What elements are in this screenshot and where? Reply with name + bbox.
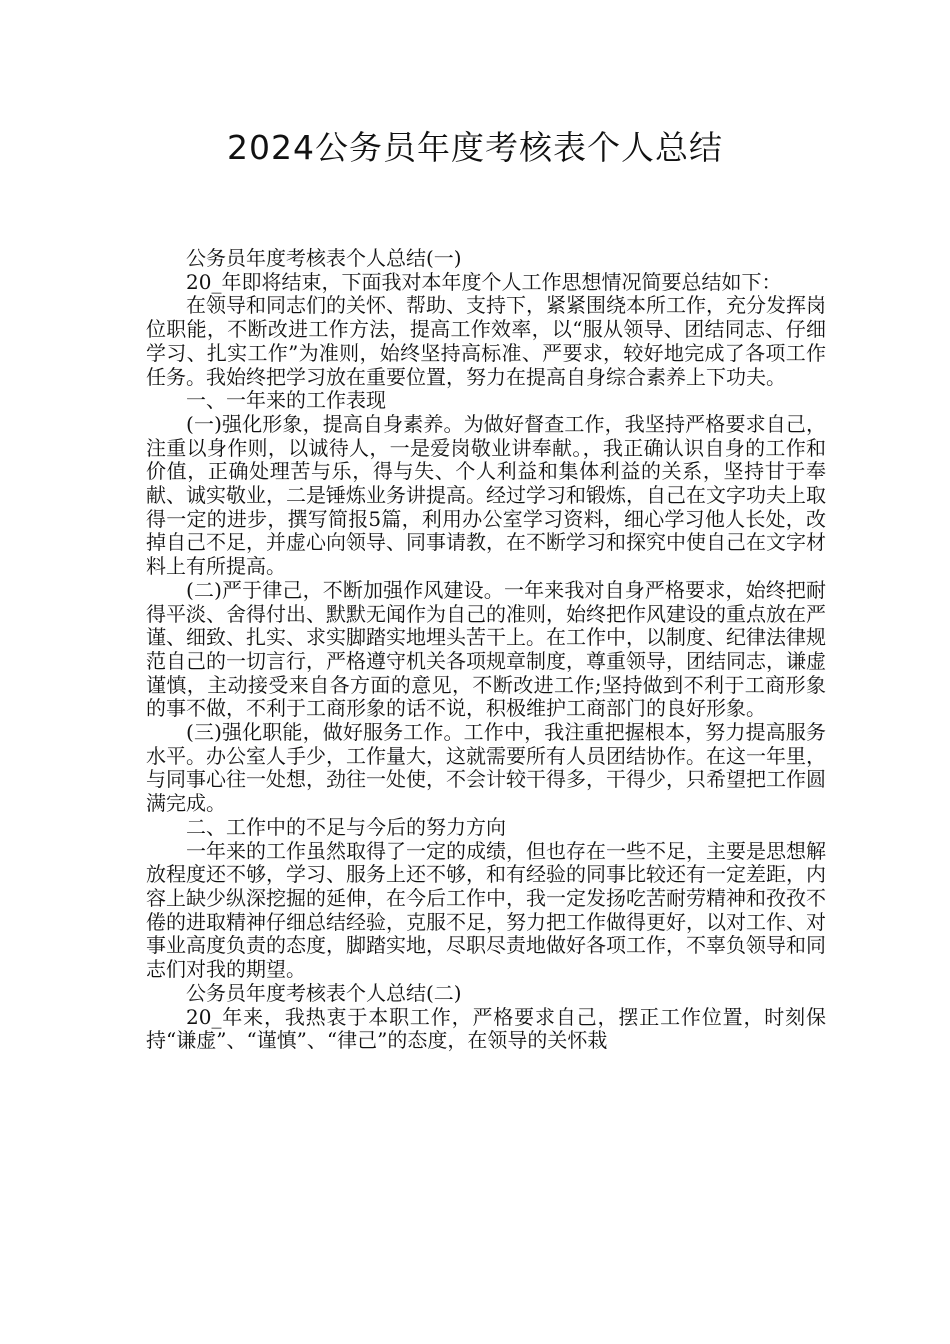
paragraph: (三)强化职能，做好服务工作。工作中，我注重把握根本，努力提高服务水平。办公室人手少，工作量大，这就需要所有人员团结协作。在这一年里，与同事心往一处想，劲往一处使，不会计较干得多，干得少，只希望把工作圆满完成。 bbox=[146, 720, 826, 816]
subheading: 一、一年来的工作表现 bbox=[186, 388, 386, 413]
paragraph: (二)严于律己，不断加强作风建设。一年来我对自身严格要求，始终把耐得平淡、舍得付出、默默无闻作为自己的准则，始终把作风建设的重点放在严谨、细致、扎实、求实脚踏实地埋头苦干上。在工作中，以制度、纪律法律规范自己的一切言行，严格遵守机关各项规章制度，尊重领导，团结同志，谦虚谨慎，主动接受来自各方面的意见，不断改进工作;坚持做到不利于工商形象的事不做，不利于工商形象的话不说，积极维护工商部门的良好形象。 bbox=[146, 577, 826, 721]
paragraph: 在领导和同志们的关怀、帮助、支持下，紧紧围绕本所工作，充分发挥岗位职能，不断改进工作方法，提高工作效率，以“服从领导、团结同志、仔细学习、扎实工作”为准则，始终坚持高标准、严要求，较好地完成了各项工作任务。我始终把学习放在重要位置，努力在提高自身综合素养上下功夫。 bbox=[146, 293, 826, 389]
section-heading-1: 公务员年度考核表个人总结(一) bbox=[186, 246, 462, 270]
paragraph: 20_年来，我热衷于本职工作，严格要求自己，摆正工作位置，时刻保持“谦虚”、“谨慎”、“律己”的态度，在领导的关怀栽 bbox=[146, 1004, 826, 1053]
document-body bbox=[146, 247, 826, 1053]
document-title: 2024公务员年度考核表个人总结 bbox=[227, 128, 723, 167]
paragraph: 一年来的工作虽然取得了一定的成绩，但也存在一些不足，主要是思想解放程度还不够，学习、服务上还不够，和有经验的同事比较还有一定差距，内容上缺少纵深挖掘的延伸，在今后工作中，我一定发扬吃苦耐劳精神和孜孜不倦的进取精神仔细总结经验，克服不足，努力把工作做得更好，以对工作、对事业高度负责的态度，脚踏实地，尽职尽责地做好各项工作，不辜负领导和同志们对我的期望。 bbox=[146, 838, 826, 982]
paragraph: 20_年即将结束，下面我对本年度个人工作思想情况简要总结如下： bbox=[186, 269, 782, 294]
subheading: 二、工作中的不足与今后的努力方向 bbox=[186, 814, 506, 839]
paragraph: (一)强化形象，提高自身素养。为做好督查工作，我坚持严格要求自己，注重以身作则，以诚待人，一是爱岗敬业讲奉献。，我正确认识自身的工作和价值，正确处理苦与乐，得与失、个人利益和集体利益的关系，坚持甘于奉献、诚实敬业，二是锤炼业务讲提高。经过学习和锻炼，自己在文字功夫上取得一定的进步，撰写简报5篇，利用办公室学习资料，细心学习他人长处，改掉自己不足，并虚心向领导、同事请教，在不断学习和探究中使自己在文字材料上有所提高。 bbox=[146, 411, 826, 579]
section-heading-2: 公务员年度考核表个人总结(二) bbox=[186, 980, 462, 1005]
